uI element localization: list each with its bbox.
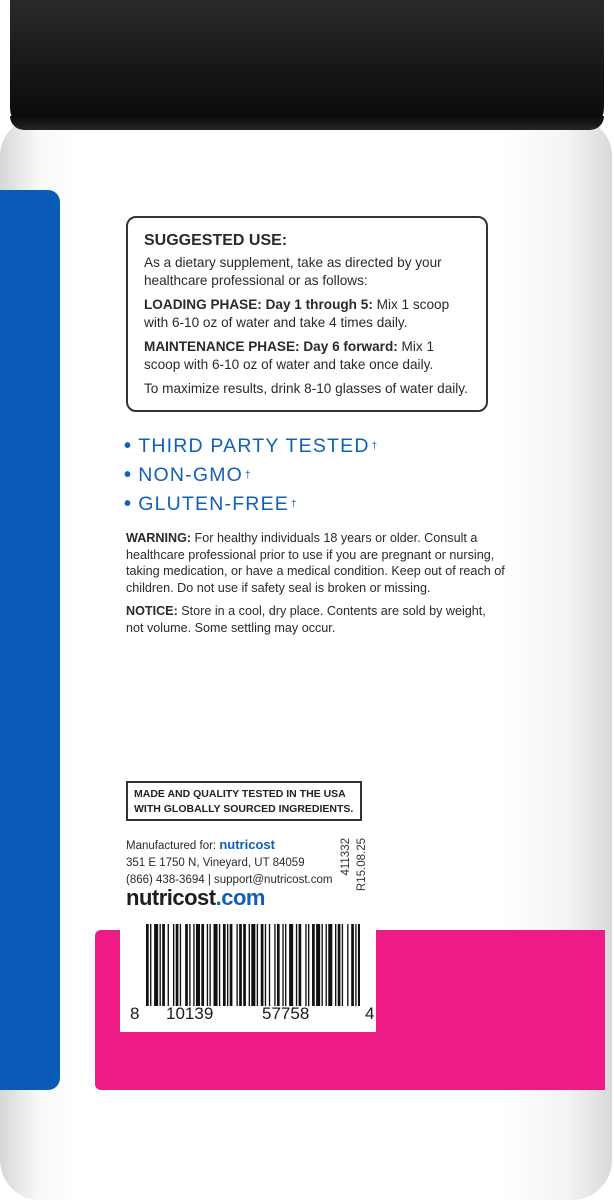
- barcode-bar: [261, 924, 264, 1006]
- barcode-bar: [243, 924, 246, 1006]
- suggested-use-title: SUGGESTED USE:: [144, 232, 288, 249]
- website-url: nutricost.com: [126, 885, 265, 910]
- barcode-bar: [277, 924, 280, 1006]
- barcode-bar: [201, 924, 204, 1006]
- warning-text: [126, 530, 506, 596]
- loading-phase: [144, 296, 470, 332]
- barcode-digit-lead: 8: [130, 1004, 140, 1023]
- barcode-bar: [265, 924, 266, 1006]
- barcode-bar: [160, 924, 161, 1006]
- manufacturer-prefix: Manufactured for:: [126, 840, 220, 852]
- barcode-bar: [351, 924, 354, 1006]
- barcode-bar: [338, 924, 341, 1006]
- barcode-bar: [154, 924, 158, 1006]
- barcode-bar: [176, 924, 179, 1006]
- blue-label-band: [0, 190, 60, 1090]
- barcode-bar: [274, 924, 275, 1006]
- barcode-bar: [219, 924, 220, 1006]
- barcode-bar: [299, 924, 302, 1006]
- barcode-bar: [335, 924, 336, 1006]
- barcode-bar: [326, 924, 327, 1006]
- barcode-bar: [196, 924, 200, 1006]
- water-tip: To maximize results, drink 8-10 glasses of water daily.: [144, 381, 468, 396]
- barcode-bar: [269, 924, 270, 1006]
- origin-line-2: WITH GLOBALLY SOURCED INGREDIENTS.: [134, 803, 354, 815]
- maintenance-phase: [144, 338, 470, 374]
- barcode-bar: [282, 924, 283, 1006]
- barcode-bar: [150, 924, 151, 1006]
- origin-box: [126, 781, 362, 821]
- container-lid: [10, 0, 604, 130]
- barcode-bar: [189, 924, 190, 1006]
- barcode-bar: [328, 924, 332, 1006]
- claim-gluten-free: • GLUTEN-FREE †: [124, 493, 298, 515]
- barcode-bar: [193, 924, 194, 1006]
- barcode-bar: [185, 924, 188, 1006]
- barcode-bar: [236, 924, 237, 1006]
- manufacturer-contact: (866) 438-3694 | support@nutricost.com: [126, 874, 333, 886]
- barcode-digits-right: 57758: [262, 1004, 310, 1023]
- barcode-bar: [355, 924, 356, 1006]
- barcode-bar: [249, 924, 250, 1006]
- barcode-bar: [316, 924, 320, 1006]
- barcode-bar: [285, 924, 286, 1006]
- barcode-bar: [227, 924, 228, 1006]
- barcode-bar: [230, 924, 233, 1006]
- barcode-bar: [289, 924, 293, 1006]
- claim-third-party-tested: • THIRD PARTY TESTED †: [124, 435, 379, 457]
- barcode-bar: [322, 924, 323, 1006]
- lot-number: 411332: [340, 838, 352, 876]
- suggested-use-intro: As a dietary supplement, take as directed by your healthcare professional or as follows:: [144, 255, 442, 288]
- manufacturer-address: 351 E 1750 N, Vineyard, UT 84059: [126, 857, 305, 869]
- barcode-bar: [162, 924, 165, 1006]
- notice-label: NOTICE:: [126, 604, 178, 618]
- barcode-bar: [223, 924, 226, 1006]
- barcode-digits-left: 10139: [166, 1004, 214, 1023]
- notice-body: Store in a cool, dry place. Contents are sold by weight, not volume. Some settling may occur.: [126, 604, 486, 635]
- barcode-bar: [214, 924, 218, 1006]
- barcode-bar: [358, 924, 360, 1006]
- barcode: [146, 924, 360, 1006]
- barcode-bar: [257, 924, 258, 1006]
- claims-list: [124, 432, 378, 519]
- maintenance-phase-text: Mix 1 scoop with 6-10 oz of water and take once daily.: [144, 339, 435, 372]
- barcode-bar: [239, 924, 242, 1006]
- suggested-use-box: [126, 216, 488, 412]
- manufacturer-brand: nutricost: [219, 837, 275, 852]
- barcode-digit-check: 4: [365, 1004, 375, 1023]
- barcode-bar: [209, 924, 210, 1006]
- origin-line-1: MADE AND QUALITY TESTED IN THE USA: [134, 788, 346, 800]
- barcode-bar: [146, 924, 149, 1006]
- barcode-bar: [305, 924, 306, 1006]
- claim-non-gmo: • NON-GMO †: [124, 464, 252, 486]
- barcode-bar: [347, 924, 348, 1006]
- warning-label: WARNING:: [126, 531, 192, 545]
- notice-text: [126, 603, 506, 636]
- barcode-bar: [173, 924, 174, 1006]
- warning-body: For healthy individuals 18 years or older. Consult a healthcare professional prior to use if you are pregnant or nursing, taking medication, or have a medical condition. Keep out of reach of children. Do not use if safety seal is broken or missing.: [126, 531, 505, 595]
- barcode-bar: [296, 924, 297, 1006]
- barcode-bar: [168, 924, 169, 1006]
- barcode-bar: [308, 924, 309, 1006]
- lot-revision: R15.08.25: [356, 838, 368, 892]
- manufacturer-info: [126, 836, 332, 889]
- barcode-bar: [180, 924, 181, 1006]
- lot-code: [340, 838, 376, 908]
- barcode-bar: [342, 924, 343, 1006]
- barcode-bar: [312, 924, 315, 1006]
- barcode-bar: [207, 924, 208, 1006]
- loading-phase-text: Mix 1 scoop with 6-10 oz of water and take 4 times daily.: [144, 297, 450, 330]
- loading-phase-label: LOADING PHASE: Day 1 through 5:: [144, 297, 373, 312]
- barcode-bar: [251, 924, 255, 1006]
- maintenance-phase-label: MAINTENANCE PHASE: Day 6 forward:: [144, 339, 398, 354]
